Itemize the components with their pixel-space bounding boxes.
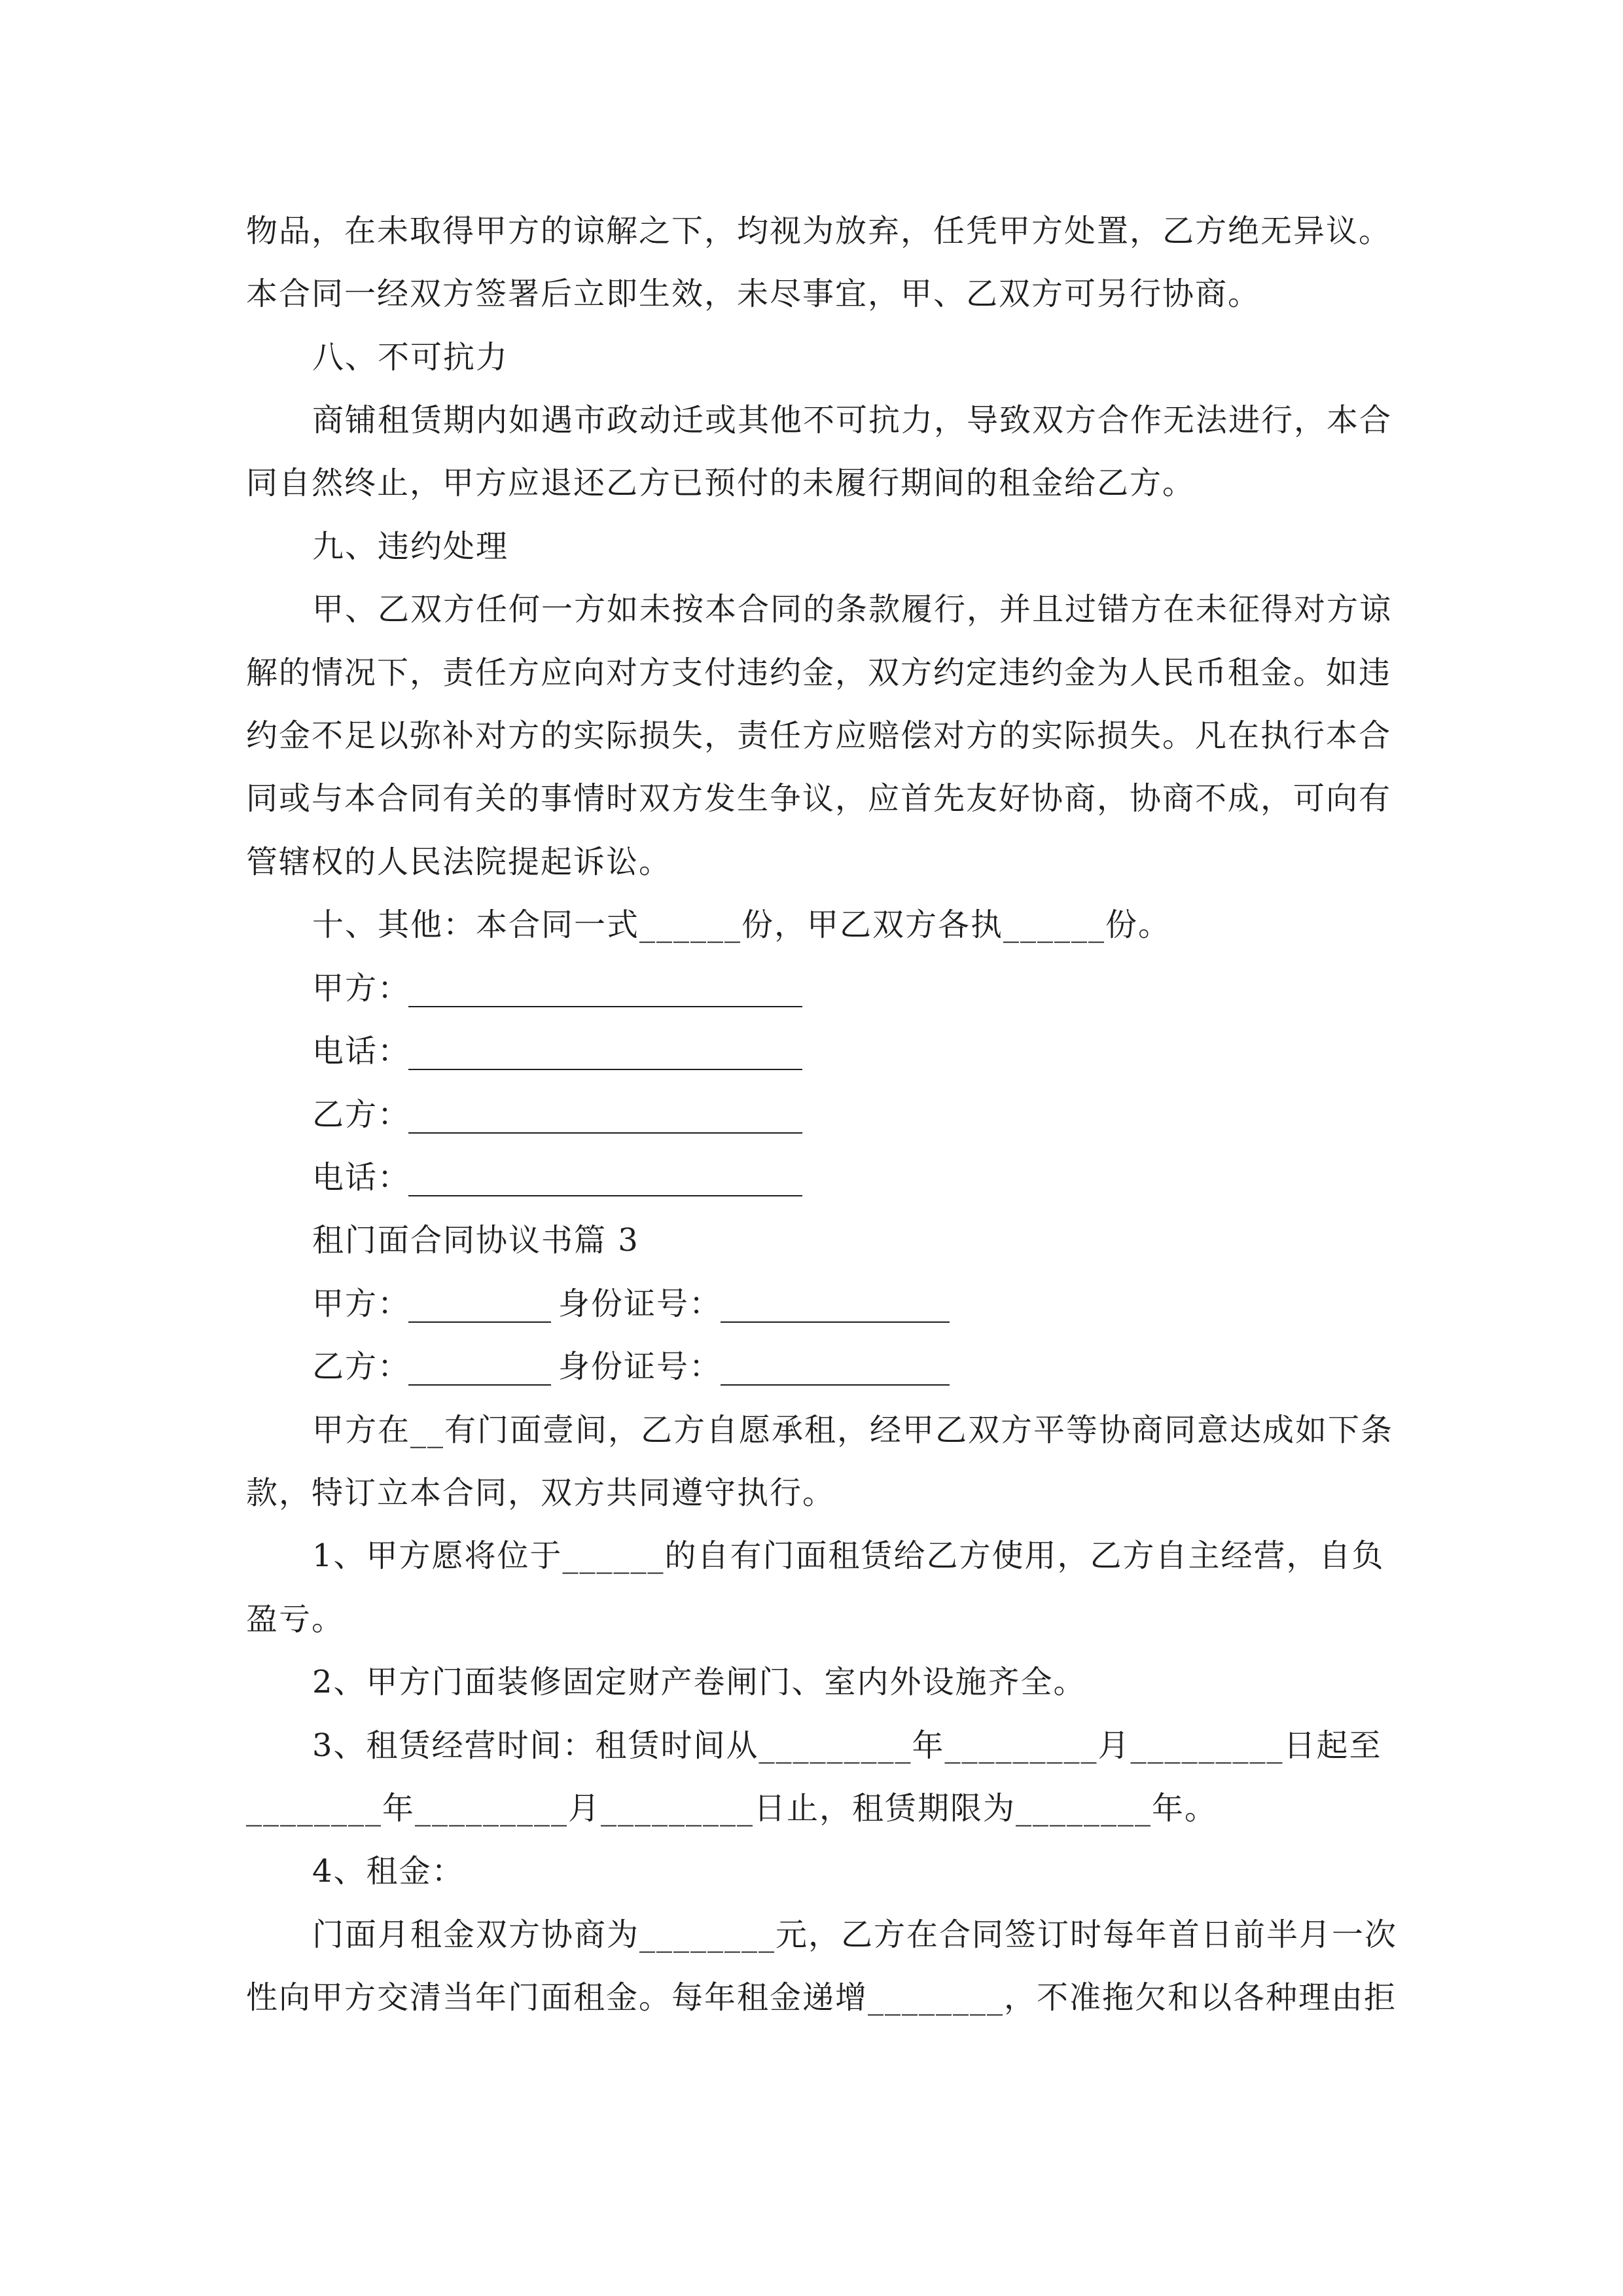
paragraph-line: 性向甲方交清当年门面租金。每年租金递增________，不准拖欠和以各种理由拒	[246, 1979, 1397, 2016]
id-blank	[721, 1384, 950, 1386]
paragraph-line: 款，特订立本合同，双方共同遵守执行。	[246, 1475, 836, 1511]
signature-label: 甲方：	[312, 970, 411, 1007]
party-label: 乙方：	[312, 1348, 411, 1385]
party-label: 甲方：	[312, 1285, 411, 1322]
name-blank	[408, 1321, 551, 1323]
paragraph-line: 本合同一经双方签署后立即生效，未尽事宜，甲、乙双方可另行协商。	[246, 276, 1261, 312]
signature-blank	[408, 1006, 802, 1007]
signature-blank	[408, 1132, 802, 1134]
paragraph-line: 解的情况下，责任方应向对方支付违约金，双方约定违约金为人民币租金。如违	[246, 655, 1392, 691]
signature-label: 电话：	[312, 1033, 411, 1069]
id-blank	[721, 1321, 950, 1323]
paragraph-line: 十、其他：本合同一式______份，甲乙双方各执______份。	[312, 906, 1171, 943]
paragraph-line: 商铺租赁期内如遇市政动迁或其他不可抗力，导致双方合作无法进行，本合	[312, 402, 1393, 439]
signature-label: 电话：	[312, 1159, 411, 1196]
paragraph-line: 2、甲方门面装修固定财产卷闸门、室内外设施齐全。	[312, 1664, 1086, 1700]
section-heading: 4、租金：	[312, 1853, 465, 1890]
section-heading: 九、违约处理	[312, 528, 509, 565]
paragraph-line: 盈亏。	[246, 1601, 345, 1638]
paragraph-line: 1、甲方愿将位于______的自有门面租赁给乙方使用，乙方自主经营，自负	[312, 1537, 1385, 1574]
section-title: 租门面合同协议书篇 3	[312, 1222, 639, 1259]
paragraph-line: 甲方在__有门面壹间，乙方自愿承租，经甲乙双方平等协商同意达成如下条	[312, 1412, 1394, 1448]
paragraph-line: 管辖权的人民法院提起诉讼。	[246, 844, 672, 880]
paragraph-line: ________年_________月_________日止，租赁期限为________年。	[246, 1790, 1218, 1827]
id-label: 身份证号：	[558, 1285, 722, 1322]
paragraph-line: 3、租赁经营时间：租赁时间从_________年_________月_________日起至	[312, 1727, 1382, 1764]
paragraph-line: 同或与本合同有关的事情时双方发生争议，应首先友好协商，协商不成，可向有	[246, 780, 1392, 817]
signature-blank	[408, 1195, 802, 1196]
signature-blank	[408, 1069, 802, 1070]
section-heading: 八、不可抗力	[312, 339, 509, 376]
paragraph-line: 甲、乙双方任何一方如未按本合同的条款履行，并且过错方在未征得对方谅	[312, 591, 1393, 628]
name-blank	[408, 1384, 551, 1386]
paragraph-line: 物品，在未取得甲方的谅解之下，均视为放弃，任凭甲方处置，乙方绝无异议。	[246, 213, 1392, 249]
signature-label: 乙方：	[312, 1096, 411, 1133]
paragraph-line: 同自然终止，甲方应退还乙方已预付的未履行期间的租金给乙方。	[246, 465, 1196, 501]
paragraph-line: 约金不足以弥补对方的实际损失，责任方应赔偿对方的实际损失。凡在执行本合	[246, 717, 1392, 754]
id-label: 身份证号：	[558, 1348, 722, 1385]
paragraph-line: 门面月租金双方协商为________元，乙方在合同签订时每年首日前半月一次	[312, 1916, 1398, 1953]
